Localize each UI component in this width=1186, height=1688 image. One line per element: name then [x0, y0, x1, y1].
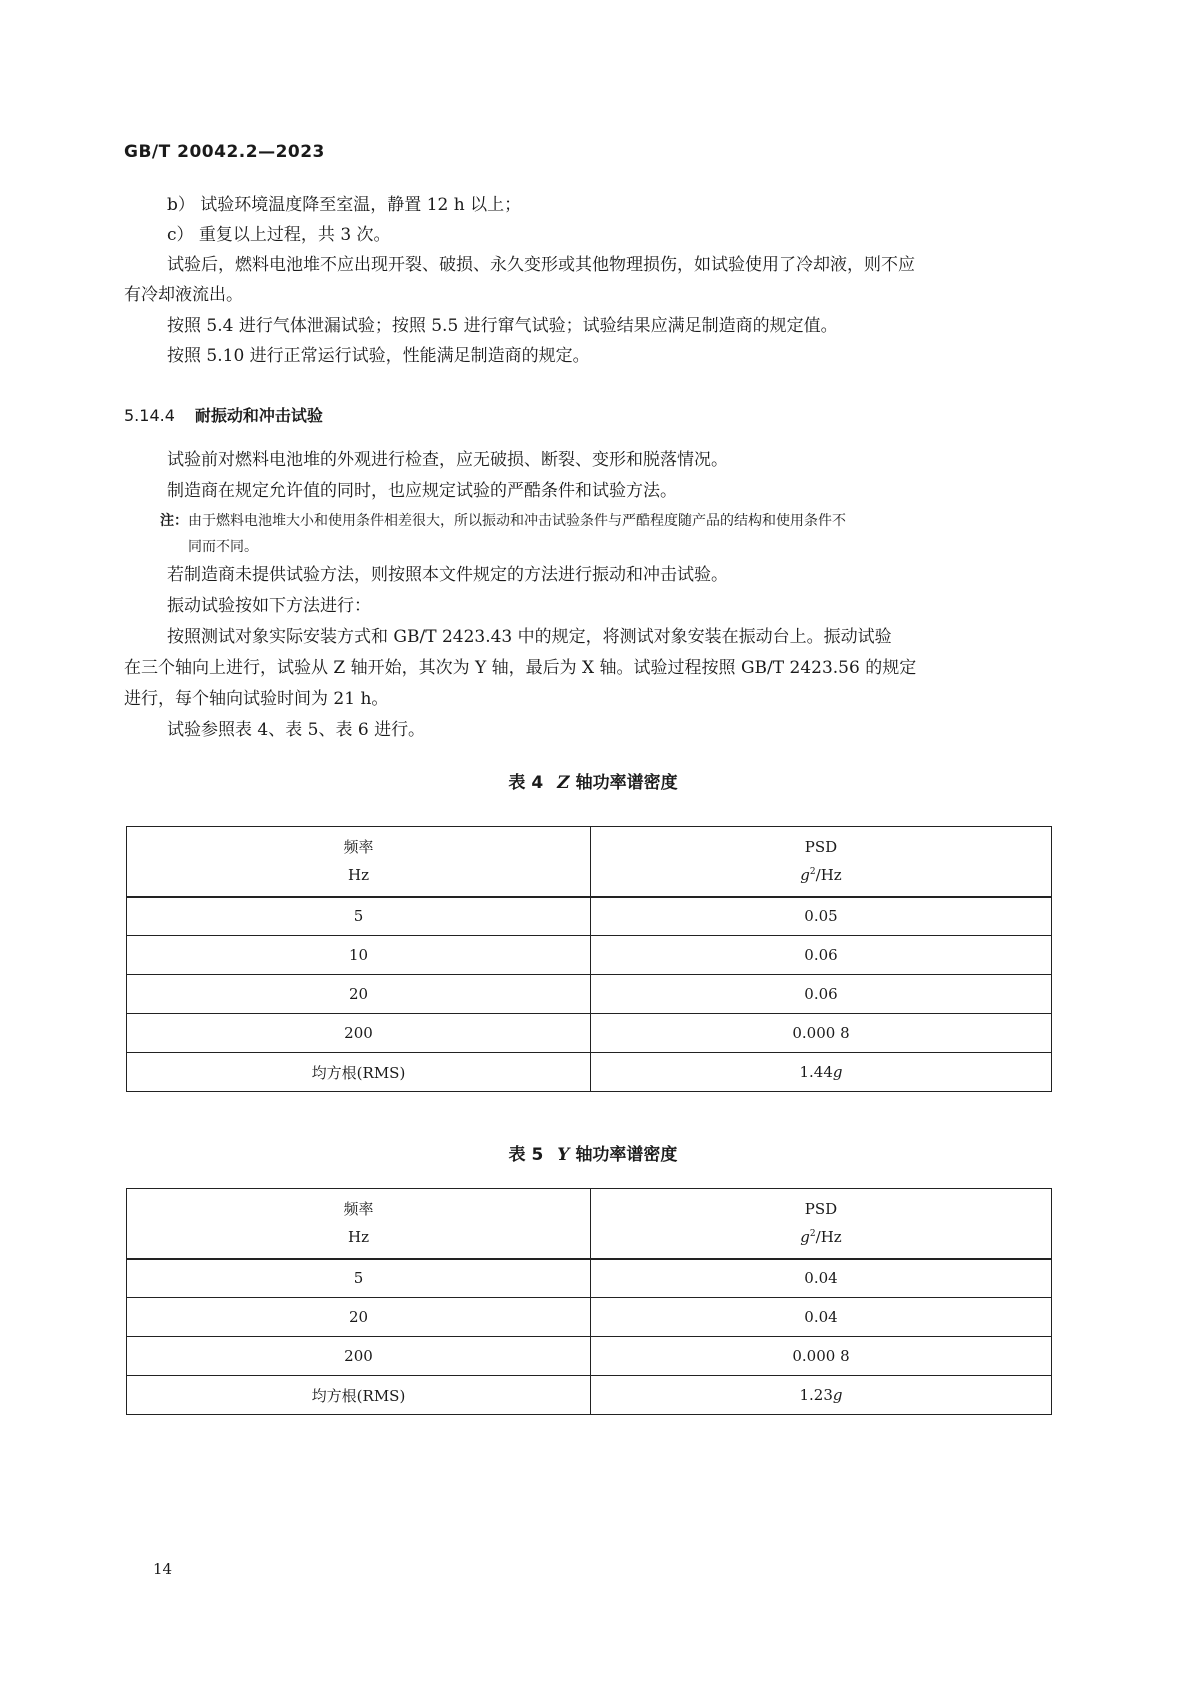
table5-caption	[0, 1140, 1186, 1165]
table5-col2-unit-rest: /Hz	[815, 1228, 842, 1247]
list-item-b: b） 试验环境温度降至室温，静置 12 h 以上；	[167, 195, 522, 215]
table4-col1-header	[127, 827, 591, 897]
paragraph-no-method: 若制造商未提供试验方法，则按照本文件规定的方法进行振动和冲击试验。	[167, 565, 728, 585]
table4-rms-cell	[591, 1053, 1052, 1092]
table4-freq-cell: 10	[127, 936, 591, 975]
table5-caption-text: 轴功率谱密度	[575, 1145, 678, 1165]
table5-col2-header	[591, 1189, 1052, 1259]
table4-col1-title: 频率	[343, 838, 374, 857]
paragraph-after-test-line1: 试验后，燃料电池堆不应出现开裂、破损、永久变形或其他物理损伤，如试验使用了冷却液，则不应	[167, 255, 915, 275]
paragraph-install-line1: 按照测试对象实际安装方式和 GB/T 2423.43 中的规定，将测试对象安装在振动台上。振动试验	[167, 627, 892, 647]
table4-col2-unit-g: g	[800, 866, 810, 885]
table5-col1-header	[127, 1189, 591, 1259]
paragraph-normal-operation: 按照 5.10 进行正常运行试验，性能满足制造商的规定。	[167, 346, 590, 366]
table4-psd-cell: 0.06	[591, 975, 1052, 1014]
table-row	[127, 1014, 1052, 1053]
table5-psd-cell: 0.04	[591, 1259, 1052, 1298]
paragraph-install-line3: 进行，每个轴向试验时间为 21 h。	[124, 689, 389, 709]
table4-rms-value: 1.44	[799, 1063, 833, 1081]
paragraph-after-test-line2: 有冷却液流出。	[124, 285, 243, 305]
paragraph-inspection: 试验前对燃料电池堆的外观进行检查，应无破损、断裂、变形和脱落情况。	[167, 450, 728, 470]
table5-caption-number: 表 5	[508, 1145, 544, 1165]
table4-col2-unit	[591, 861, 1051, 889]
table4-caption-number: 表 4	[508, 773, 544, 793]
table5-header-row	[127, 1189, 1052, 1259]
standard-code: GB/T 20042.2—2023	[124, 142, 325, 162]
table-row	[127, 897, 1052, 936]
table4-header-row	[127, 827, 1052, 897]
paragraph-table-reference: 试验参照表 4、表 5、表 6 进行。	[167, 720, 426, 740]
table5-rms-unit: g	[832, 1386, 843, 1404]
table-row	[127, 975, 1052, 1014]
table4-psd-cell: 0.06	[591, 936, 1052, 975]
paragraph-leak-test: 按照 5.4 进行气体泄漏试验；按照 5.5 进行窜气试验；试验结果应满足制造商的规定值。	[167, 316, 838, 336]
table4-freq-cell: 5	[127, 897, 591, 936]
table5-freq-cell: 20	[127, 1298, 591, 1337]
table5-col1-unit: Hz	[348, 1228, 369, 1247]
table-row	[127, 1259, 1052, 1298]
table4-caption	[0, 768, 1186, 793]
table4-rms-label: 均方根(RMS)	[127, 1053, 591, 1092]
note-label: 注：	[160, 513, 188, 529]
table4-col2-title: PSD	[804, 838, 838, 857]
table-row	[127, 1337, 1052, 1376]
paragraph-install-line2: 在三个轴向上进行，试验从 Z 轴开始，其次为 Y 轴，最后为 X 轴。试验过程按照 GB/T 2423.56 的规定	[124, 658, 917, 678]
section-title: 耐振动和冲击试验	[194, 406, 323, 425]
table4	[126, 826, 1052, 1092]
section-heading	[124, 403, 323, 426]
paragraph-manufacturer: 制造商在规定允许值的同时，也应规定试验的严酷条件和试验方法。	[167, 481, 677, 501]
table5	[126, 1188, 1052, 1415]
table4-rms-unit: g	[832, 1063, 843, 1081]
table4-caption-axis: Z	[557, 773, 570, 793]
table5-col2-title: PSD	[804, 1200, 838, 1219]
table5-col2-unit-g: g	[800, 1228, 810, 1247]
list-item-c: c） 重复以上过程，共 3 次。	[167, 225, 391, 245]
table5-freq-cell: 200	[127, 1337, 591, 1376]
table5-col1-title: 频率	[343, 1200, 374, 1219]
table4-col2-unit-rest: /Hz	[815, 866, 842, 885]
table4-col1-unit: Hz	[348, 866, 369, 885]
note-text-line1: 由于燃料电池堆大小和使用条件相差很大，所以振动和冲击试验条件与严酷程度随产品的结构和使用条件不	[188, 513, 846, 529]
table4-col2-header	[591, 827, 1052, 897]
table4-col2-unit-exp: 2	[809, 867, 816, 878]
note-line1	[160, 512, 846, 530]
table5-rms-value: 1.23	[799, 1386, 833, 1404]
table5-col2-unit	[591, 1223, 1051, 1251]
table4-psd-cell: 0.05	[591, 897, 1052, 936]
table5-rms-label: 均方根(RMS)	[127, 1376, 591, 1415]
page-number: 14	[153, 1560, 173, 1578]
table-row	[127, 936, 1052, 975]
table4-caption-text: 轴功率谱密度	[575, 773, 678, 793]
table5-rms-row	[127, 1376, 1052, 1415]
table4-rms-row	[127, 1053, 1052, 1092]
table5-rms-cell	[591, 1376, 1052, 1415]
paragraph-vibration-method: 振动试验按如下方法进行：	[167, 596, 371, 616]
table5-freq-cell: 5	[127, 1259, 591, 1298]
table5-psd-cell: 0.04	[591, 1298, 1052, 1337]
table5-caption-axis: Y	[557, 1145, 570, 1165]
table5-psd-cell: 0.000 8	[591, 1337, 1052, 1376]
note-text-line2: 同而不同。	[188, 539, 258, 555]
table4-psd-cell: 0.000 8	[591, 1014, 1052, 1053]
table4-freq-cell: 20	[127, 975, 591, 1014]
table-row	[127, 1298, 1052, 1337]
table5-col2-unit-exp: 2	[809, 1229, 816, 1240]
section-number: 5.14.4	[124, 406, 175, 425]
table4-freq-cell: 200	[127, 1014, 591, 1053]
